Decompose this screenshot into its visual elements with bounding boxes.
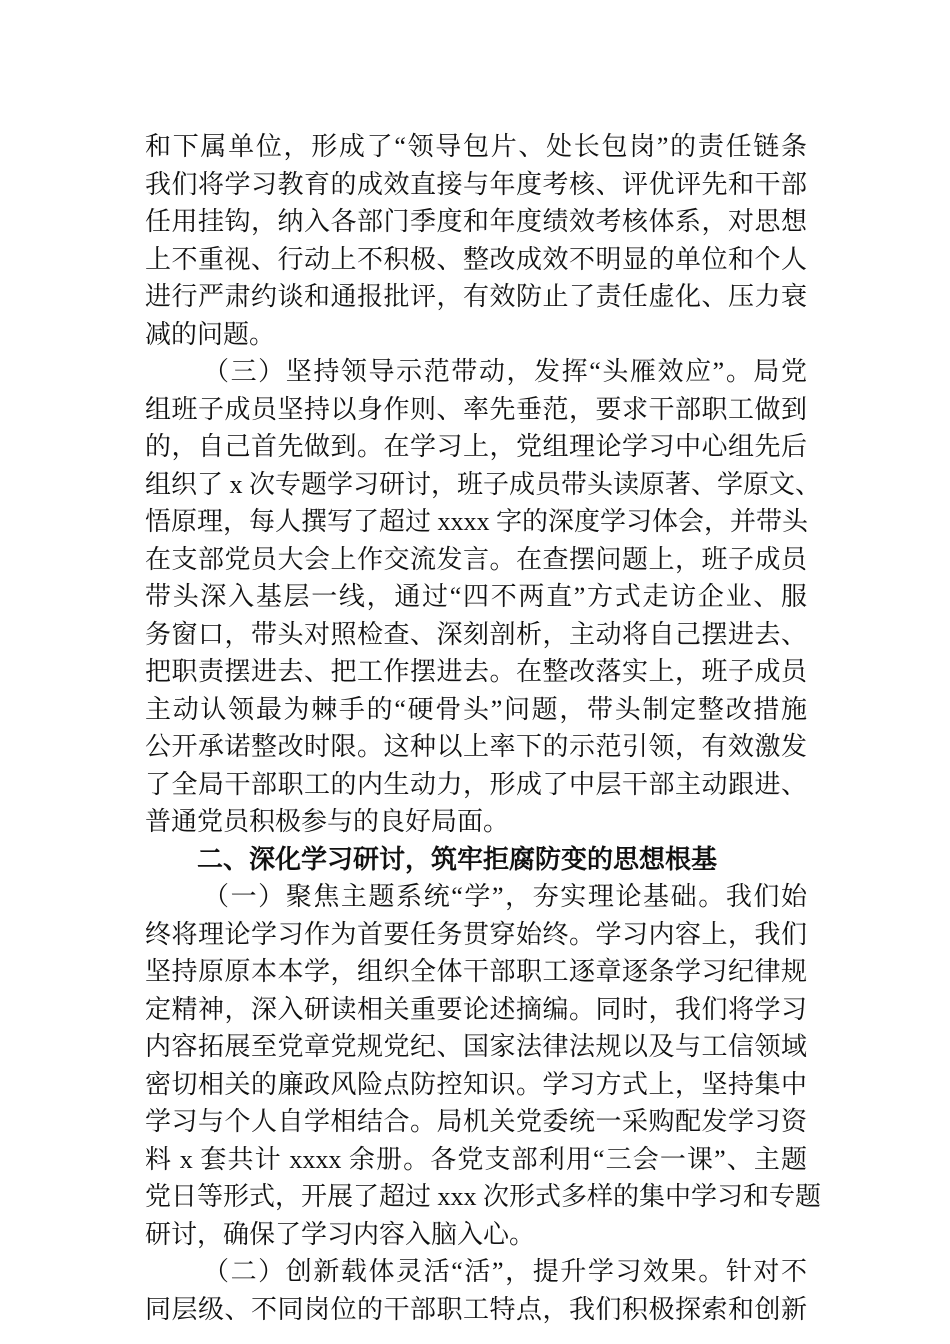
text-line: 学习与个人自学相结合。局机关党委统一采购配发学习资	[145, 1107, 807, 1136]
text-line: 研讨，确保了学习内容入脑入心。	[145, 1219, 536, 1249]
text-line: 定精神，深入研读相关重要论述摘编。同时，我们将学习	[145, 994, 807, 1024]
text-line: （三）坚持领导示范带动，发挥“头雁效应”。局党	[203, 357, 807, 386]
section-heading	[145, 841, 807, 879]
text-line: 组织了 x 次专题学习研讨，班子成员带头读原著、学原文、	[145, 469, 822, 499]
text-line: 了全局干部职工的内生动力，形成了中层干部主动跟进、	[145, 769, 807, 799]
text-line: 进行严肃约谈和通报批评，有效防止了责任虚化、压力衰	[145, 282, 807, 311]
text-line: 密切相关的廉政风险点防控知识。学习方式上，坚持集中	[145, 1069, 807, 1099]
text-line: 在支部党员大会上作交流发言。在查摆问题上，班子成员	[145, 544, 807, 574]
text-line: 内容拓展至党章党规党纪、国家法律法规以及与工信领域	[145, 1032, 807, 1061]
text-line: 坚持原原本本学，组织全体干部职工逐章逐条学习纪律规	[145, 957, 807, 986]
text-line: 减的问题。	[145, 319, 276, 349]
text-line: 和下属单位，形成了“领导包片、处长包岗”的责任链条	[145, 132, 807, 161]
text-line: 组班子成员坚持以身作则、率先垂范，要求干部职工做到	[145, 394, 807, 424]
paragraph	[145, 353, 822, 841]
text-line: 把职责摆进去、把工作摆进去。在整改落实上，班子成员	[145, 657, 807, 686]
text-line: 料 x 套共计 xxxx 余册。各党支部利用“三会一课”、主题	[145, 1144, 807, 1174]
text-line: 普通党员积极参与的良好局面。	[145, 807, 510, 836]
text-line: 带头深入基层一线，通过“四不两直”方式走访企业、服	[145, 582, 807, 611]
text-line: 任用挂钩，纳入各部门季度和年度绩效考核体系，对思想	[145, 207, 807, 236]
text-line: 主动认领最为棘手的“硬骨头”问题，带头制定整改措施	[145, 694, 807, 724]
text-line: 的，自己首先做到。在学习上，党组理论学习中心组先后	[145, 432, 807, 461]
text-line: 务窗口，带头对照检查、深刻剖析，主动将自己摆进去、	[145, 619, 807, 649]
text-line: 上不重视、行动上不积极、整改成效不明显的单位和个人	[145, 244, 807, 274]
paragraph	[145, 1253, 807, 1328]
text-line: （二）创新载体灵活“活”，提升学习效果。针对不	[203, 1257, 807, 1286]
text-line: 党日等形式，开展了超过 xxx 次形式多样的集中学习和专题	[145, 1182, 822, 1211]
paragraph	[145, 128, 807, 353]
text-line: 终将理论学习作为首要任务贯穿始终。学习内容上，我们	[145, 919, 807, 949]
text-line: （一）聚焦主题系统“学”，夯实理论基础。我们始	[203, 882, 807, 911]
text-line: 我们将学习教育的成效直接与年度考核、评优评先和干部	[145, 169, 807, 199]
paragraph	[145, 878, 822, 1253]
document-body	[145, 128, 822, 1328]
text-line: 公开承诺整改时限。这种以上率下的示范引领，有效激发	[145, 732, 807, 761]
text-line: 悟原理，每人撰写了超过 xxxx 字的深度学习体会，并带头	[145, 507, 809, 536]
heading-text: 二、深化学习研讨，筑牢拒腐防变的思想根基	[197, 844, 718, 874]
text-line: 同层级、不同岗位的干部职工特点，我们积极探索和创新	[145, 1294, 807, 1324]
